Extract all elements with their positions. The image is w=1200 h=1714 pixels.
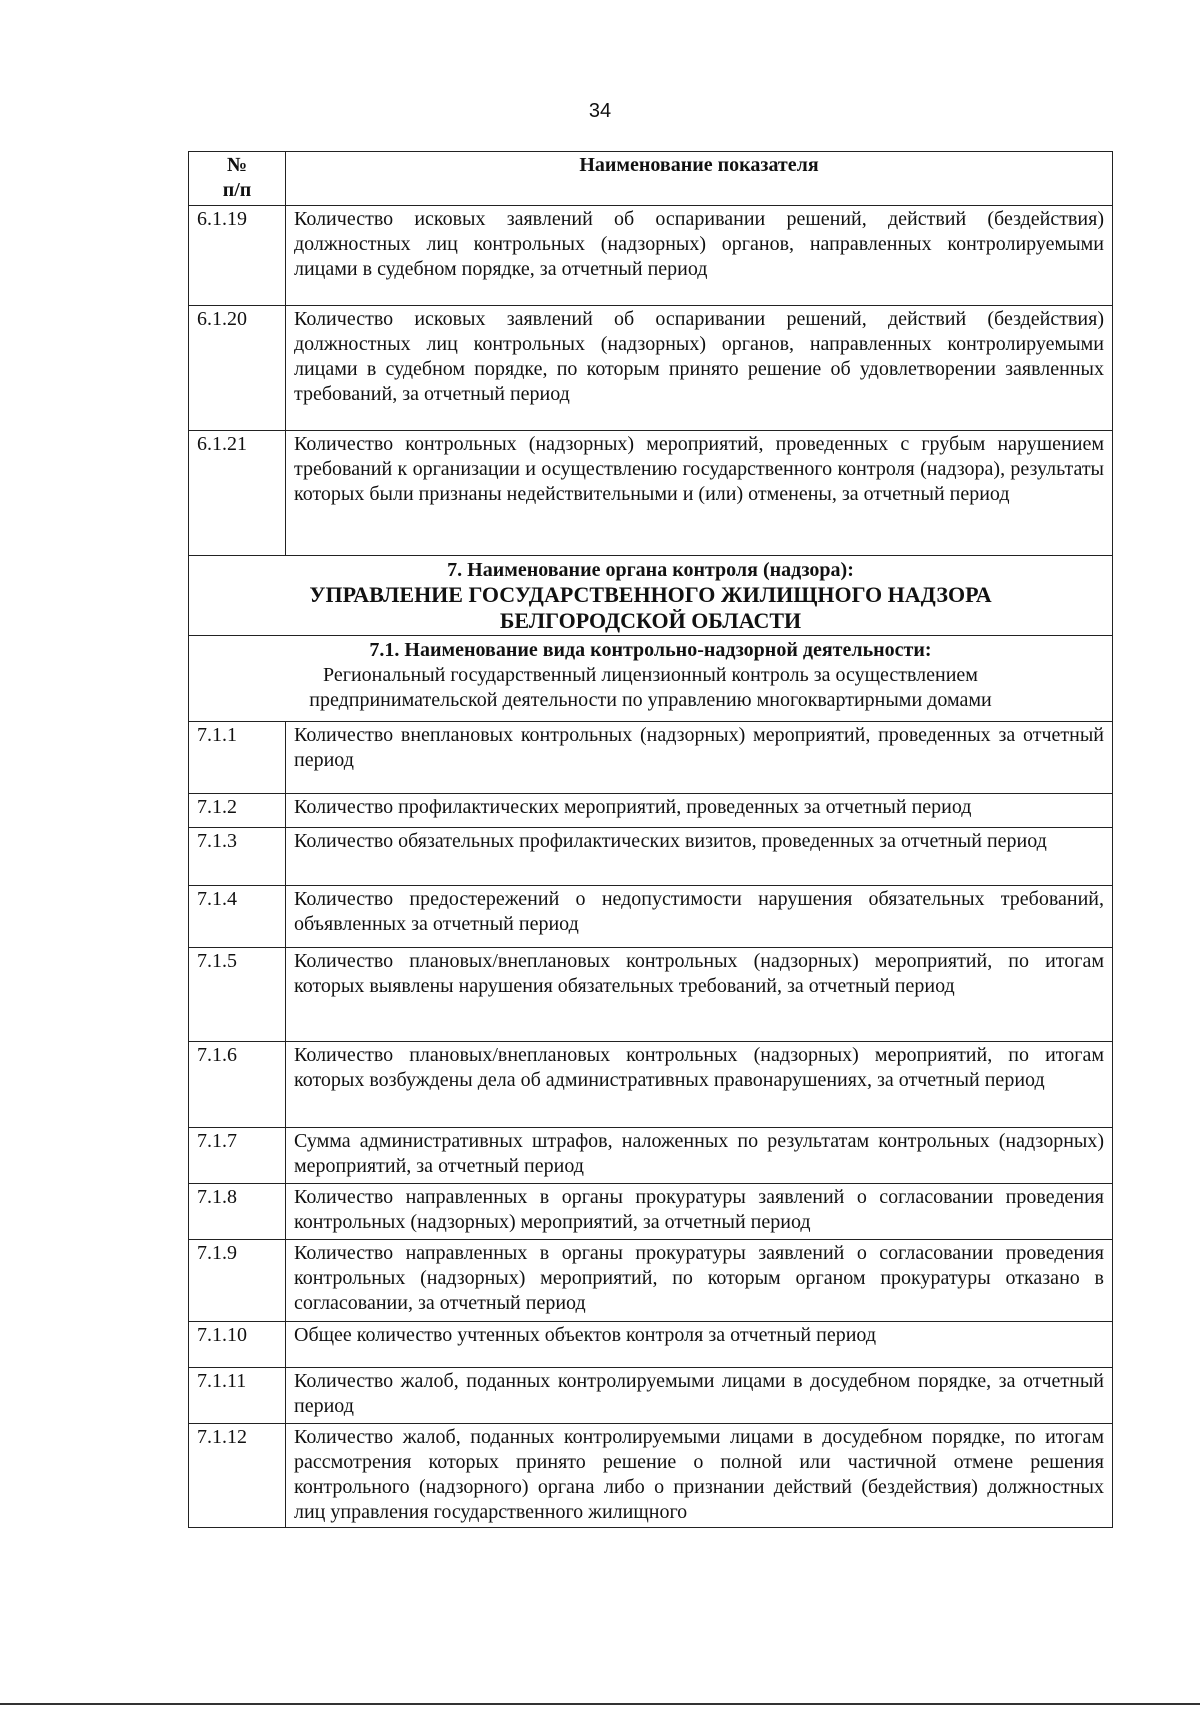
table-row [189, 828, 1113, 886]
table-row [189, 794, 1113, 828]
table-row [189, 948, 1113, 1042]
row-indicator-name: Количество жалоб, поданных контролируемыми лицами в досудебном порядке, за отчетный период [286, 1368, 1113, 1424]
row-indicator-name: Количество контрольных (надзорных) мероприятий, проведенных с грубым нарушением требований к организации и осуществлению государственного контроля (надзора), результаты которых были признаны недействительными и (или) отменены, за отчетный период [286, 431, 1113, 556]
row-number: 7.1.11 [189, 1368, 286, 1424]
subsection-header [189, 636, 1113, 722]
section-organization-line2: БЕЛГОРОДСКОЙ ОБЛАСТИ [499, 608, 802, 633]
page-number: 34 [588, 100, 612, 122]
table-row [189, 1184, 1113, 1240]
row-number: 7.1.2 [189, 794, 286, 828]
row-number: 7.1.1 [189, 722, 286, 794]
row-number: 7.1.6 [189, 1042, 286, 1128]
row-indicator-name: Количество внеплановых контрольных (надзорных) мероприятий, проведенных за отчетный период [286, 722, 1113, 794]
table-row [189, 1128, 1113, 1184]
row-number: 6.1.19 [189, 206, 286, 306]
row-number: 7.1.3 [189, 828, 286, 886]
row-number: 7.1.12 [189, 1424, 286, 1528]
subsection-activity-line2: предпринимательской деятельности по управлению многоквартирными домами [309, 689, 992, 711]
row-number: 6.1.21 [189, 431, 286, 556]
table-row [189, 206, 1113, 306]
table-row [189, 1322, 1113, 1368]
section-header-row [189, 556, 1113, 636]
indicators-table [188, 151, 1113, 1528]
table-row [189, 722, 1113, 794]
column-header-number: № п/п [189, 152, 286, 206]
row-indicator-name: Количество обязательных профилактических визитов, проведенных за отчетный период [286, 828, 1113, 886]
column-header-name: Наименование показателя [286, 152, 1113, 206]
table-row [189, 886, 1113, 948]
row-number: 7.1.4 [189, 886, 286, 948]
section-title: 7. Наименование органа контроля (надзора): [447, 559, 854, 581]
subsection-activity-line1: Региональный государственный лицензионный контроль за осуществлением [323, 664, 978, 686]
subsection-header-row [189, 636, 1113, 722]
row-number: 6.1.20 [189, 306, 286, 431]
row-indicator-name: Количество плановых/внеплановых контрольных (надзорных) мероприятий, по итогам которых выявлены нарушения обязательных требований, за отчетный период [286, 948, 1113, 1042]
row-indicator-name: Количество профилактических мероприятий, проведенных за отчетный период [286, 794, 1113, 828]
table-row [189, 1424, 1113, 1528]
table-header-row [189, 152, 1113, 206]
subsection-title: 7.1. Наименование вида контрольно-надзорной деятельности: [369, 639, 932, 661]
row-number: 7.1.8 [189, 1184, 286, 1240]
row-number: 7.1.10 [189, 1322, 286, 1368]
page-bottom-rule [0, 1703, 1200, 1705]
table-row [189, 431, 1113, 556]
row-indicator-name: Количество жалоб, поданных контролируемыми лицами в досудебном порядке, по итогам рассмотрения которых принято решение о полной или частичной отмене решения контрольного (надзорного) органа либо о признании действий (бездействия) должностных лиц управления государственного жилищного [286, 1424, 1113, 1528]
table-row [189, 1368, 1113, 1424]
row-indicator-name: Количество исковых заявлений об оспаривании решений, действий (бездействия) должностных лиц контрольных (надзорных) органов, направленных контролируемыми лицами в судебном порядке, за отчетный период [286, 206, 1113, 306]
table-row [189, 1240, 1113, 1322]
row-indicator-name: Количество направленных в органы прокуратуры заявлений о согласовании проведения контрольных (надзорных) мероприятий, за отчетный период [286, 1184, 1113, 1240]
row-indicator-name: Количество предостережений о недопустимости нарушения обязательных требований, объявленных за отчетный период [286, 886, 1113, 948]
row-number: 7.1.7 [189, 1128, 286, 1184]
section-organization-line1: УПРАВЛЕНИЕ ГОСУДАРСТВЕННОГО ЖИЛИЩНОГО НАДЗОРА [309, 582, 992, 607]
row-number: 7.1.5 [189, 948, 286, 1042]
row-indicator-name: Общее количество учтенных объектов контроля за отчетный период [286, 1322, 1113, 1368]
table-row [189, 306, 1113, 431]
table-row [189, 1042, 1113, 1128]
row-indicator-name: Количество направленных в органы прокуратуры заявлений о согласовании проведения контрольных (надзорных) мероприятий, по которым органом прокуратуры отказано в согласовании, за отчетный период [286, 1240, 1113, 1322]
row-indicator-name: Количество плановых/внеплановых контрольных (надзорных) мероприятий, по итогам которых возбуждены дела об административных правонарушениях, за отчетный период [286, 1042, 1113, 1128]
row-indicator-name: Сумма административных штрафов, наложенных по результатам контрольных (надзорных) мероприятий, за отчетный период [286, 1128, 1113, 1184]
row-number: 7.1.9 [189, 1240, 286, 1322]
section-header [189, 556, 1113, 636]
row-indicator-name: Количество исковых заявлений об оспаривании решений, действий (бездействия) должностных лиц контрольных (надзорных) органов, направленных контролируемыми лицами в судебном порядке, по которым принято решение об удовлетворении заявленных требований, за отчетный период [286, 306, 1113, 431]
